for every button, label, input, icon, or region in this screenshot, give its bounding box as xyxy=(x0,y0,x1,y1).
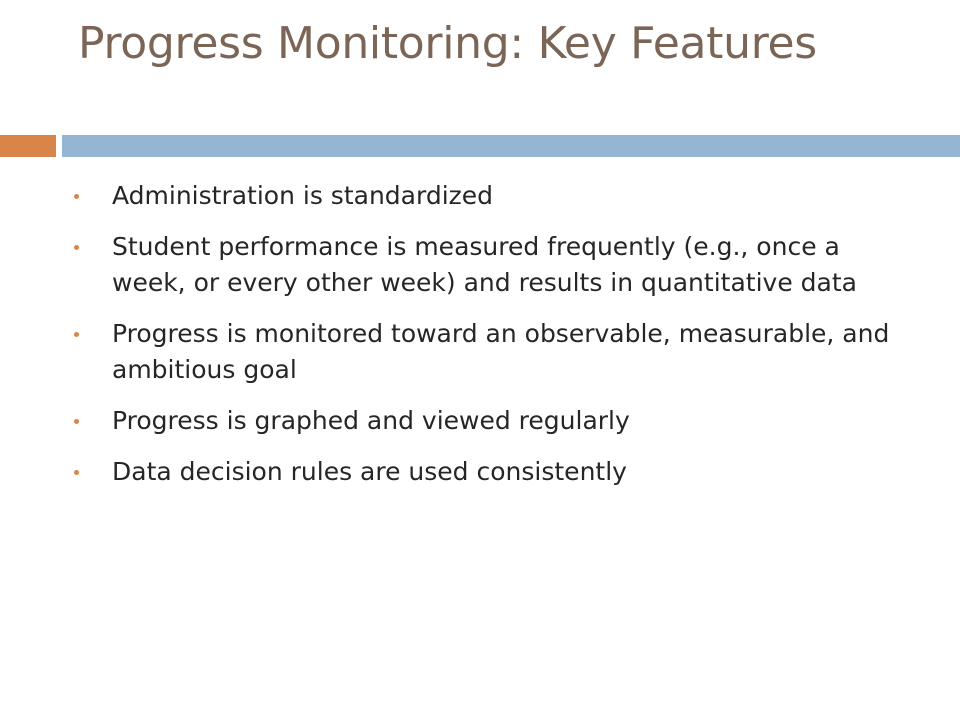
bullet-dot-icon xyxy=(74,194,79,199)
bullet-text: Student performance is measured frequently (e.g., once a week, or every other week) and results in quantitative data xyxy=(112,232,857,297)
bullet-item xyxy=(74,229,904,301)
accent-bar-orange xyxy=(0,135,56,157)
bullet-text: Administration is standardized xyxy=(112,181,494,210)
bullet-dot-icon xyxy=(74,470,79,475)
bullet-dot-icon xyxy=(74,245,79,250)
accent-bar-blue xyxy=(62,135,960,157)
bullet-item xyxy=(74,178,904,214)
bullet-text: Progress is monitored toward an observable, measurable, and ambitious goal xyxy=(112,319,890,384)
bullet-dot-icon xyxy=(74,419,79,424)
slide-title: Progress Monitoring: Key Features xyxy=(78,18,817,69)
bullet-text: Progress is graphed and viewed regularly xyxy=(112,406,630,435)
bullet-item xyxy=(74,454,904,490)
bullet-list xyxy=(74,178,904,505)
bullet-item xyxy=(74,316,904,388)
bullet-item xyxy=(74,403,904,439)
bullet-dot-icon xyxy=(74,332,79,337)
bullet-text: Data decision rules are used consistently xyxy=(112,457,627,486)
